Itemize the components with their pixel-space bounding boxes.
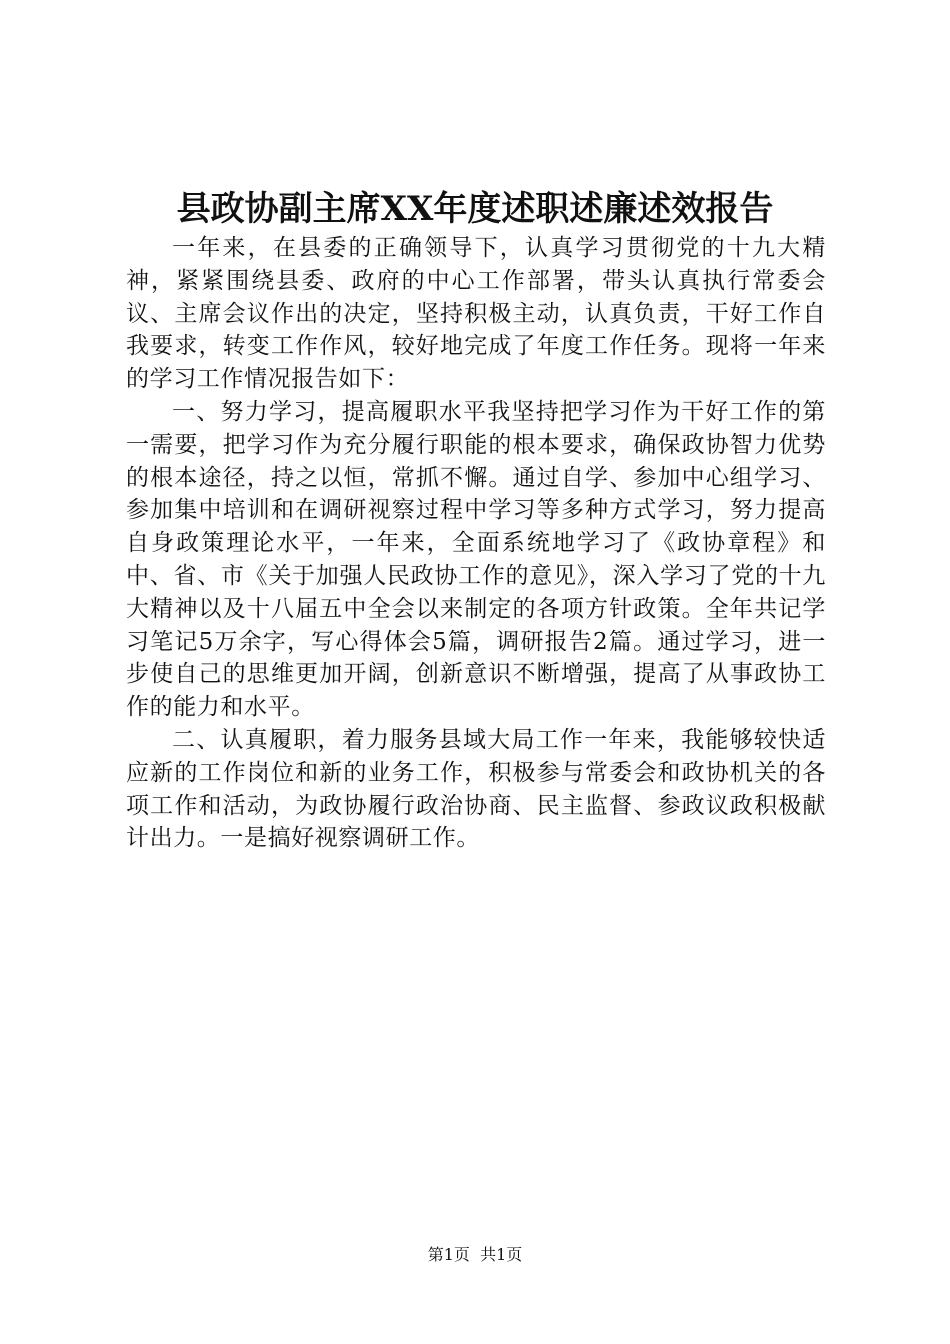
footer-spacer	[470, 1245, 480, 1264]
paragraph-intro: 一年来，在县委的正确领导下，认真学习贯彻党的十九大精神，紧紧围绕县委、政府的中心工作部署，带头认真执行常委会议、主席会议作出的决定，坚持积极主动，认真负责，干好工作自我要求，转变工作作风，较好地完成了年度工作任务。现将一年来的学习工作情况报告如下：	[126, 235, 826, 393]
document-title: 县政协副主席XX年度述职述廉述效报告	[176, 189, 774, 229]
paragraph-duty: 二、认真履职，着力服务县域大局工作一年来，我能够较快适应新的工作岗位和新的业务工作，积极参与常委会和政协机关的各项工作和活动，为政协履行政治协商、民主监督、参政议政积极献计出力。一是搞好视察调研工作。	[126, 726, 826, 852]
page-total: 共1页	[480, 1245, 523, 1264]
document-body	[126, 232, 826, 855]
page-number: 第1页	[427, 1245, 470, 1264]
paragraph-study: 一、努力学习，提高履职水平我坚持把学习作为干好工作的第一需要，把学习作为充分履行职能的根本要求，确保政协智力优势的根本途径，持之以恒，常抓不懈。通过自学、参加中心组学习、参加集中培训和在调研视察过程中学习等多种方式学习，努力提高自身政策理论水平，一年来，全面系统地学习了《政协章程》和中、省、市《关于加强人民政协工作的意见》，深入学习了党的十九大精神以及十八届五中全会以来制定的各项方针政策。全年共记学习笔记5万余字，写心得体会5篇，调研报告2篇。通过学习，进一步使自己的思维更加开阔，创新意识不断增强，提高了从事政协工作的能力和水平。	[126, 398, 826, 721]
page-footer	[0, 1244, 950, 1266]
